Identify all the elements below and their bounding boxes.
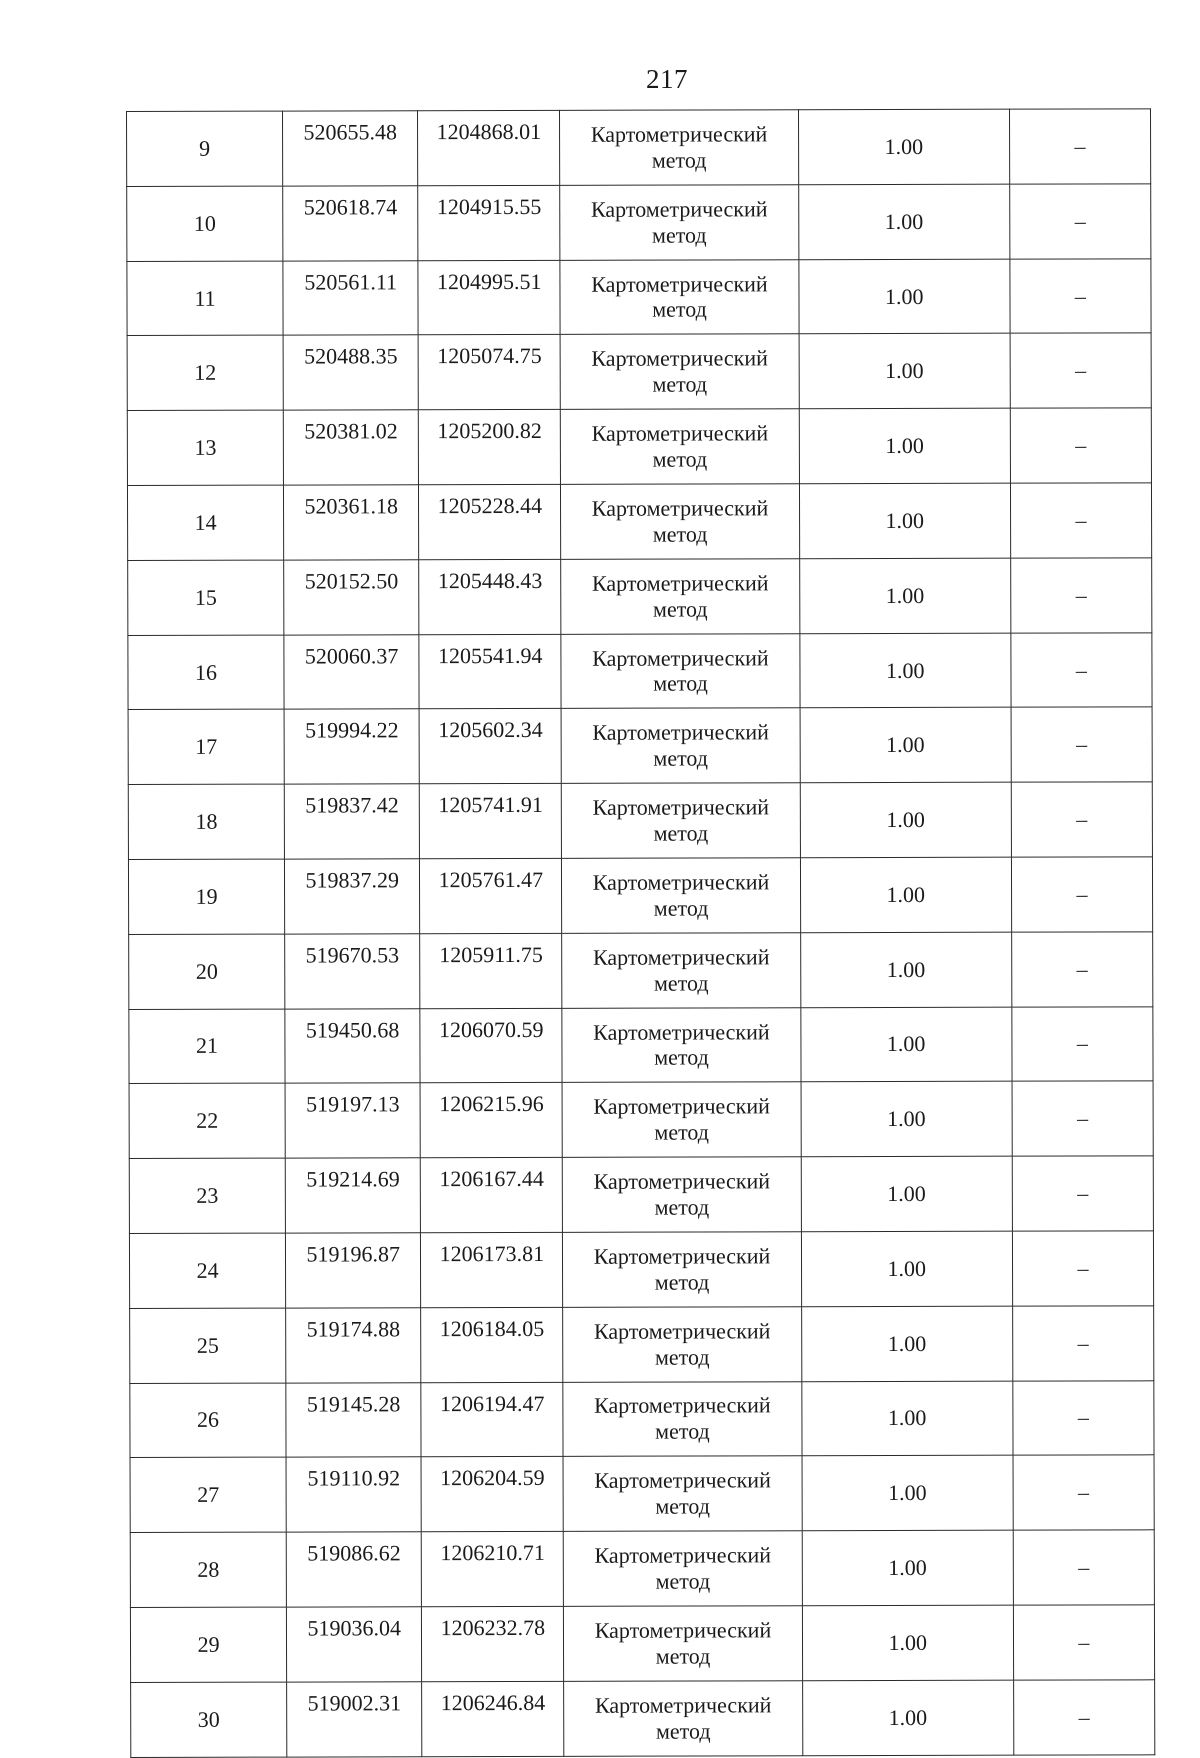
point-number-cell: 26 — [130, 1383, 286, 1458]
x-coordinate-cell: 519196.87 — [286, 1233, 421, 1308]
point-number-cell: 13 — [127, 410, 283, 485]
table-row — [129, 1081, 1153, 1158]
accuracy-cell: 1.00 — [799, 259, 1010, 334]
description-cell: – — [1011, 857, 1152, 932]
description-cell: – — [1012, 1231, 1153, 1306]
accuracy-cell: 1.00 — [799, 334, 1010, 409]
accuracy-cell: 1.00 — [801, 1082, 1012, 1157]
table-row — [131, 1680, 1155, 1757]
accuracy-cell: 1.00 — [800, 708, 1011, 783]
point-number-cell: 10 — [127, 186, 283, 261]
point-number-cell: 15 — [128, 560, 284, 635]
point-number-cell: 22 — [129, 1083, 285, 1158]
table-row — [127, 184, 1151, 261]
description-cell: – — [1013, 1680, 1154, 1755]
point-number-cell: 19 — [128, 859, 284, 934]
coordinates-table-body — [127, 109, 1155, 1757]
method-label-line2: метод — [652, 446, 708, 472]
method-cell — [561, 633, 799, 708]
method-label-line1: Картометрический — [592, 644, 769, 671]
accuracy-cell: 1.00 — [799, 558, 1010, 633]
table-row — [127, 109, 1151, 186]
y-coordinate-cell: 1206167.44 — [421, 1158, 563, 1233]
method-label-line1: Картометрический — [594, 1617, 772, 1643]
description-cell: – — [1009, 109, 1150, 184]
method-cell — [561, 708, 799, 783]
method-cell — [562, 858, 800, 933]
table-row — [129, 1156, 1153, 1233]
y-coordinate-cell: 1205200.82 — [419, 410, 561, 485]
table-row — [128, 782, 1152, 859]
y-coordinate-cell: 1205074.75 — [418, 335, 560, 410]
method-cell — [563, 1232, 801, 1307]
method-cell — [563, 1157, 801, 1232]
x-coordinate-cell: 520655.48 — [283, 111, 418, 186]
table-row — [130, 1306, 1154, 1383]
method-label-line1: Картометрический — [592, 794, 770, 820]
description-cell: – — [1013, 1380, 1154, 1455]
table-row — [128, 632, 1152, 709]
description-cell: – — [1011, 782, 1152, 857]
method-label-line1: Картометрический — [592, 944, 770, 970]
x-coordinate-cell: 519197.13 — [285, 1083, 420, 1158]
y-coordinate-cell: 1206194.47 — [421, 1382, 563, 1457]
point-number-cell: 17 — [128, 709, 284, 784]
y-coordinate-cell: 1205541.94 — [419, 634, 561, 709]
point-number-cell: 23 — [129, 1158, 285, 1233]
description-cell: – — [1013, 1530, 1154, 1605]
y-coordinate-cell: 1206184.05 — [421, 1307, 563, 1382]
x-coordinate-cell: 519994.22 — [284, 709, 419, 784]
x-coordinate-cell: 519837.29 — [285, 859, 420, 934]
description-cell: – — [1010, 333, 1151, 408]
point-number-cell: 12 — [127, 335, 283, 410]
method-cell — [560, 110, 798, 185]
y-coordinate-cell: 1206210.71 — [421, 1531, 563, 1606]
method-label-line1: Картометрический — [591, 420, 769, 446]
method-label-line2: метод — [654, 1344, 710, 1370]
method-label-line1: Картометрический — [593, 1168, 771, 1194]
method-label-line1: Картометрический — [594, 1542, 772, 1568]
description-cell: – — [1011, 707, 1152, 782]
method-cell — [562, 933, 800, 1008]
method-label-line1: Картометрический — [592, 719, 769, 746]
method-label-line1: Картометрический — [591, 570, 769, 596]
method-label-line1: Картометрический — [594, 1392, 771, 1419]
y-coordinate-cell: 1206246.84 — [422, 1681, 564, 1756]
table-row — [129, 1231, 1153, 1308]
method-label-line2: метод — [651, 147, 707, 173]
method-cell — [561, 559, 799, 634]
description-cell: – — [1012, 1156, 1153, 1231]
y-coordinate-cell: 1206232.78 — [422, 1606, 564, 1681]
accuracy-cell: 1.00 — [800, 782, 1011, 857]
x-coordinate-cell: 520361.18 — [284, 485, 419, 560]
description-cell: – — [1010, 558, 1151, 633]
y-coordinate-cell: 1205448.43 — [419, 559, 561, 634]
accuracy-cell: 1.00 — [800, 857, 1011, 932]
accuracy-cell: 1.00 — [802, 1530, 1013, 1605]
y-coordinate-cell: 1205741.91 — [420, 784, 562, 859]
method-cell — [561, 484, 799, 559]
method-cell — [562, 1082, 800, 1157]
point-number-cell: 30 — [131, 1682, 287, 1757]
method-label-line1: Картометрический — [594, 1691, 772, 1718]
x-coordinate-cell: 519086.62 — [286, 1532, 421, 1607]
table-row — [130, 1605, 1154, 1682]
method-cell — [562, 1007, 800, 1082]
description-cell: – — [1011, 932, 1152, 1007]
accuracy-cell: 1.00 — [801, 1306, 1012, 1381]
accuracy-cell: 1.00 — [801, 1231, 1012, 1306]
method-label-line2: метод — [652, 521, 708, 547]
x-coordinate-cell: 519670.53 — [285, 933, 420, 1008]
method-cell — [564, 1531, 802, 1606]
point-number-cell: 25 — [130, 1308, 286, 1383]
y-coordinate-cell: 1205602.34 — [419, 709, 561, 784]
point-number-cell: 27 — [130, 1457, 286, 1532]
method-label-line2: метод — [653, 745, 709, 771]
accuracy-cell: 1.00 — [801, 1381, 1012, 1456]
accuracy-cell: 1.00 — [798, 109, 1009, 184]
y-coordinate-cell: 1206215.96 — [420, 1083, 562, 1158]
x-coordinate-cell: 520561.11 — [283, 260, 418, 335]
y-coordinate-cell: 1204995.51 — [418, 260, 560, 335]
point-number-cell: 11 — [127, 261, 283, 336]
x-coordinate-cell: 520488.35 — [283, 335, 418, 410]
table-row — [127, 483, 1151, 560]
method-label-line1: Картометрический — [590, 196, 768, 222]
method-label-line1: Картометрический — [591, 495, 769, 521]
method-cell — [563, 1306, 801, 1381]
table-row — [127, 258, 1151, 335]
method-label-line1: Картометрический — [592, 869, 770, 895]
description-cell: – — [1010, 184, 1151, 259]
method-label-line1: Картометрический — [593, 1093, 770, 1120]
accuracy-cell: 1.00 — [802, 1456, 1013, 1531]
method-cell — [560, 259, 798, 334]
table-row — [128, 857, 1152, 934]
accuracy-cell: 1.00 — [801, 1156, 1012, 1231]
method-cell — [563, 1456, 801, 1531]
method-label-line2: метод — [653, 820, 709, 846]
method-label-line2: метод — [651, 222, 707, 248]
method-label-line2: метод — [654, 1269, 710, 1295]
method-label-line2: метод — [653, 895, 709, 921]
description-cell: – — [1013, 1605, 1154, 1680]
table-row — [129, 1006, 1153, 1083]
x-coordinate-cell: 520152.50 — [284, 560, 419, 635]
x-coordinate-cell: 519002.31 — [287, 1681, 422, 1756]
method-label-line2: метод — [654, 1044, 709, 1071]
point-number-cell: 9 — [127, 111, 283, 186]
point-number-cell: 21 — [129, 1009, 285, 1084]
accuracy-cell: 1.00 — [802, 1680, 1013, 1755]
point-number-cell: 28 — [130, 1532, 286, 1607]
method-cell — [563, 1381, 801, 1456]
method-cell — [560, 334, 798, 409]
y-coordinate-cell: 1206204.59 — [421, 1457, 563, 1532]
method-label-line2: метод — [652, 596, 708, 622]
method-label-line2: метод — [654, 1119, 709, 1145]
coordinates-table — [126, 108, 1155, 1757]
method-label-line1: Картометрический — [593, 1243, 771, 1269]
point-number-cell: 14 — [127, 485, 283, 560]
method-label-line2: метод — [652, 371, 708, 397]
method-label-line2: метод — [655, 1418, 710, 1445]
accuracy-cell: 1.00 — [798, 184, 1009, 259]
method-label-line2: метод — [652, 296, 707, 323]
y-coordinate-cell: 1206070.59 — [420, 1008, 562, 1083]
method-label-line1: Картометрический — [594, 1467, 771, 1494]
x-coordinate-cell: 520060.37 — [284, 634, 419, 709]
table-row — [130, 1530, 1154, 1607]
x-coordinate-cell: 519837.42 — [284, 784, 419, 859]
y-coordinate-cell: 1205911.75 — [420, 933, 562, 1008]
method-label-line2: метод — [655, 1718, 711, 1744]
accuracy-cell: 1.00 — [802, 1605, 1013, 1680]
method-label-line1: Картометрический — [591, 345, 768, 372]
method-cell — [564, 1606, 802, 1681]
method-label-line2: метод — [653, 970, 709, 996]
method-label-line2: метод — [653, 670, 708, 697]
x-coordinate-cell: 519145.28 — [286, 1382, 421, 1457]
method-label-line1: Картометрический — [593, 1018, 770, 1045]
method-label-line2: метод — [655, 1643, 711, 1669]
table-row — [127, 408, 1151, 485]
accuracy-cell: 1.00 — [799, 633, 1010, 708]
x-coordinate-cell: 519450.68 — [285, 1008, 420, 1083]
description-cell: – — [1013, 1455, 1154, 1530]
method-label-line1: Картометрический — [593, 1318, 771, 1344]
x-coordinate-cell: 520618.74 — [283, 186, 418, 261]
table-row — [128, 707, 1152, 784]
point-number-cell: 18 — [128, 784, 284, 859]
accuracy-cell: 1.00 — [799, 408, 1010, 483]
description-cell: – — [1012, 1006, 1153, 1081]
accuracy-cell: 1.00 — [800, 1007, 1011, 1082]
page-number: 217 — [646, 64, 688, 94]
x-coordinate-cell: 519036.04 — [287, 1607, 422, 1682]
method-cell — [561, 409, 799, 484]
point-number-cell: 16 — [128, 635, 284, 710]
y-coordinate-cell: 1205761.47 — [420, 858, 562, 933]
point-number-cell: 20 — [129, 934, 285, 1009]
y-coordinate-cell: 1205228.44 — [419, 484, 561, 559]
table-row — [130, 1380, 1154, 1457]
description-cell: – — [1010, 483, 1151, 558]
accuracy-cell: 1.00 — [799, 483, 1010, 558]
method-cell — [564, 1680, 802, 1755]
table-row — [130, 1455, 1154, 1532]
method-label-line1: Картометрический — [591, 270, 768, 297]
x-coordinate-cell: 519214.69 — [285, 1158, 420, 1233]
table-row — [128, 558, 1152, 635]
description-cell: – — [1012, 1081, 1153, 1156]
x-coordinate-cell: 520381.02 — [283, 410, 418, 485]
point-number-cell: 24 — [129, 1233, 285, 1308]
y-coordinate-cell: 1204868.01 — [418, 110, 560, 185]
table-row — [129, 932, 1153, 1009]
method-label-line2: метод — [655, 1493, 710, 1519]
y-coordinate-cell: 1206173.81 — [421, 1232, 563, 1307]
method-cell — [562, 783, 800, 858]
y-coordinate-cell: 1204915.55 — [418, 185, 560, 260]
point-number-cell: 29 — [130, 1607, 286, 1682]
method-cell — [560, 185, 798, 260]
description-cell: – — [1010, 258, 1151, 333]
description-cell: – — [1012, 1306, 1153, 1381]
accuracy-cell: 1.00 — [800, 932, 1011, 1007]
table-row — [127, 333, 1151, 410]
method-label-line2: метод — [655, 1568, 711, 1594]
method-label-line1: Картометрический — [590, 121, 768, 147]
x-coordinate-cell: 519110.92 — [286, 1457, 421, 1532]
x-coordinate-cell: 519174.88 — [286, 1307, 421, 1382]
description-cell: – — [1010, 408, 1151, 483]
method-label-line2: метод — [654, 1194, 710, 1220]
description-cell: – — [1011, 632, 1152, 707]
